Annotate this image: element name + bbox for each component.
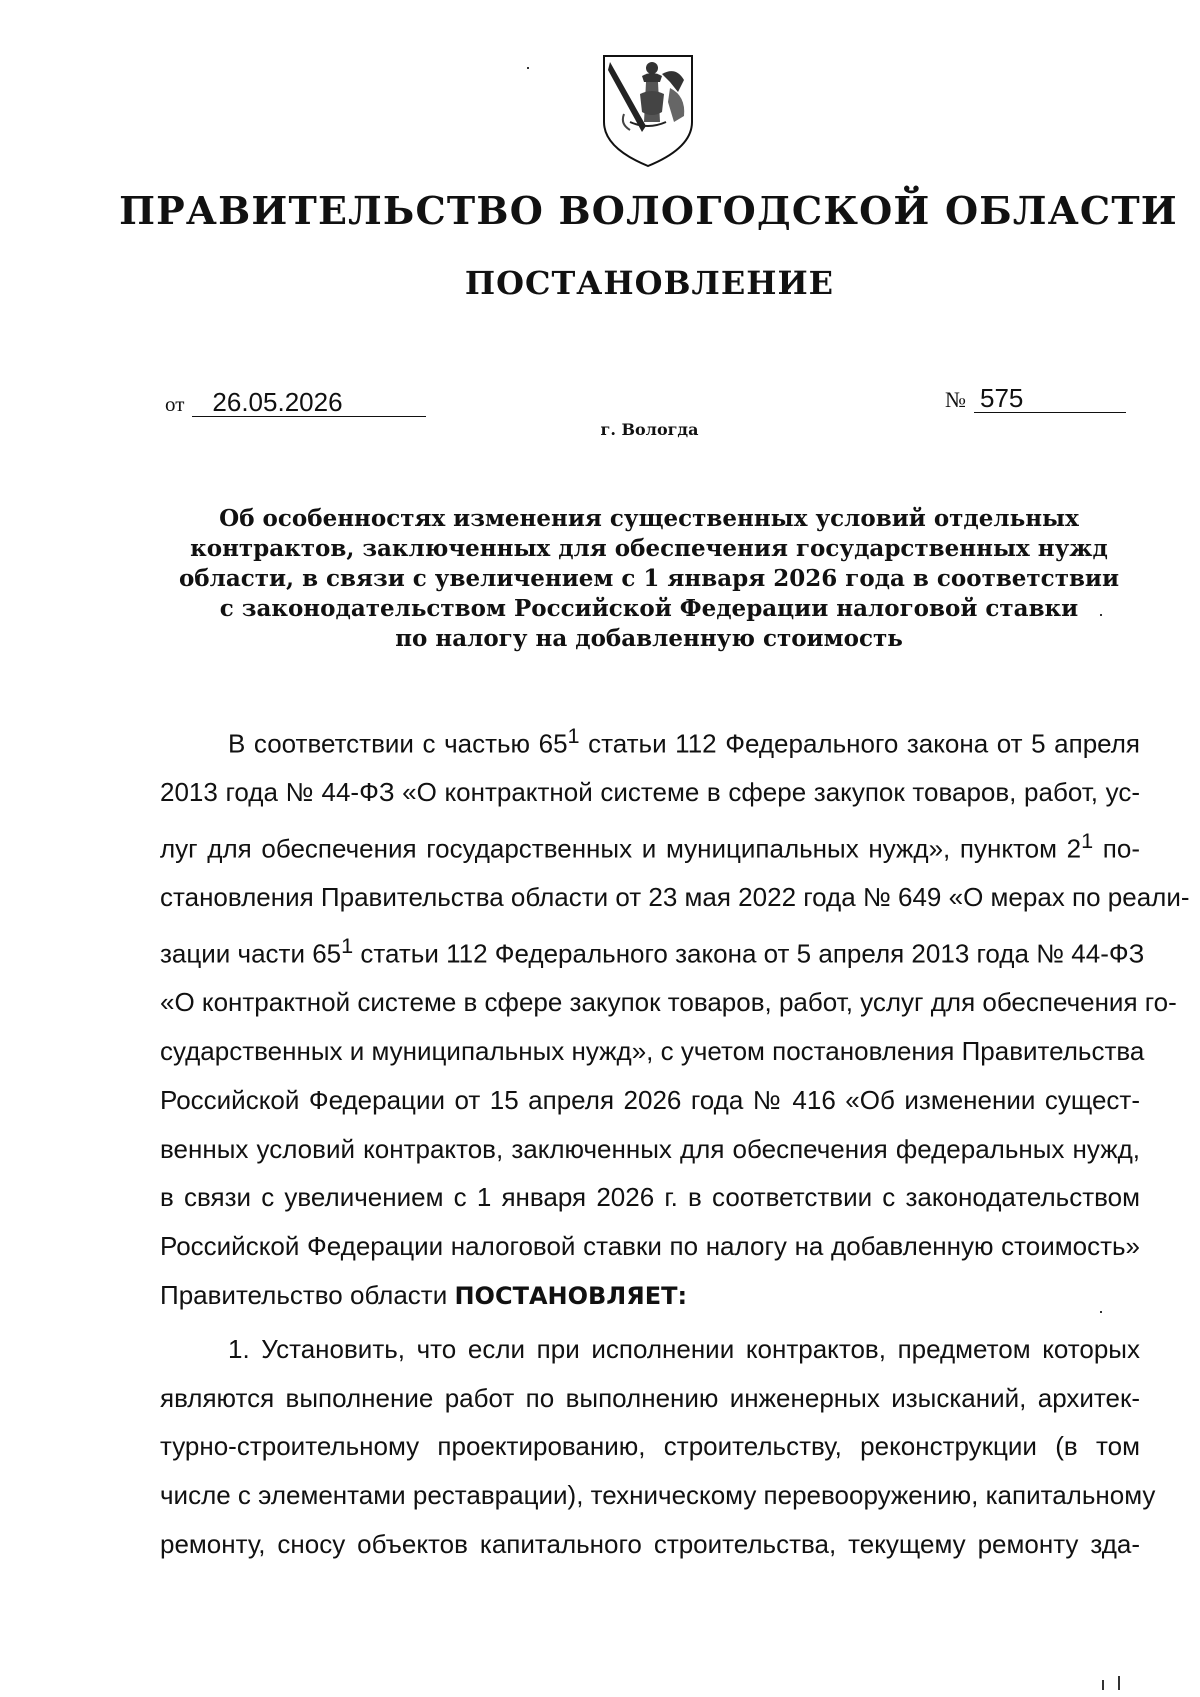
- subject-line: с законодательством Российской Федерации налоговой ставки: [219, 595, 1079, 622]
- subject-line: контрактов, заключенных для обеспечения государственных нужд: [190, 535, 1108, 562]
- preamble-line: Российской Федерации от 15 апреля 2026 года № 416 «Об изменении сущест-: [160, 1084, 1140, 1115]
- scan-speck: [527, 67, 529, 69]
- number-label: №: [945, 387, 966, 412]
- preamble-line: в связи с увеличением с 1 января 2026 г. в соответствии с законодательством: [160, 1182, 1140, 1213]
- subject-line: по налогу на добавленную стоимость: [395, 625, 903, 652]
- date-value: 26.05.2026: [192, 388, 426, 417]
- preamble-line: Российской Федерации налоговой ставки по налогу на добавленную стоимость»: [160, 1231, 1140, 1261]
- document-date: [165, 388, 426, 418]
- number-value: 575: [974, 384, 1126, 413]
- document-subject: [160, 504, 1138, 654]
- preamble-line: сударственных и муниципальных нужд», с учетом постановления Правительства: [160, 1036, 1145, 1067]
- superscript: 1: [567, 723, 580, 748]
- preamble-line: зации части $65^1$ статьи 112 Федерального закона от 5 апреля 2013 года № 44-ФЗ: [160, 933, 1145, 969]
- preamble-paragraph: [160, 712, 1190, 1320]
- preamble-line: становления Правительства области от 23 мая 2022 года № 649 «О мерах по реали-: [160, 882, 1190, 913]
- preamble-line: венных условий контрактов, заключенных для обеспечения федеральных нужд,: [160, 1133, 1140, 1164]
- coat-of-arms-emblem: [600, 52, 696, 168]
- scan-speck: [1102, 1680, 1104, 1690]
- preamble-line: луг для обеспечения государственных и муниципальных нужд», пунктом $2^1$ по-: [160, 828, 1140, 864]
- document-city: г. Вологда: [600, 420, 699, 439]
- item-line: турно-строительному проектированию, строительству, реконструкции (в том: [160, 1431, 1140, 1462]
- scan-speck: [1100, 1311, 1102, 1313]
- scan-speck: [1118, 1676, 1120, 1690]
- preamble-line: В соответствии с частью $65^1$ статьи 112 Федерального закона от 5 апреля: [228, 723, 1140, 759]
- item-1-paragraph: [160, 1325, 1156, 1569]
- superscript: 1: [1081, 828, 1094, 854]
- item-line: являются выполнение работ по выполнению инженерных изысканий, архитек-: [160, 1382, 1140, 1413]
- item-line: ремонту, сносу объектов капитального строительства, текущему ремонту зда-: [160, 1528, 1140, 1559]
- item-line: числе с элементами реставрации), техническому перевооружению, капитальному: [160, 1480, 1156, 1511]
- document-type-title: ПОСТАНОВЛЕНИЕ: [464, 264, 835, 302]
- decree-keyword: ПОСТАНОВЛЯЕТ:: [454, 1281, 688, 1310]
- item-line: 1. Установить, что если при исполнении контрактов, предметом которых: [228, 1334, 1140, 1364]
- superscript: 1: [341, 933, 354, 959]
- subject-line: области, в связи с увеличением с 1 января 2026 года в соответствии: [178, 565, 1120, 592]
- date-label: от: [165, 392, 185, 416]
- government-title: ПРАВИТЕЛЬСТВО ВОЛОГОДСКОЙ ОБЛАСТИ: [119, 188, 1178, 233]
- preamble-line: «О контрактной системе в сфере закупок товаров, работ, услуг для обеспечения го-: [160, 987, 1177, 1018]
- document-number: [945, 384, 1126, 414]
- preamble-line: Правительство области ПОСТАНОВЛЯЕТ:: [160, 1279, 688, 1310]
- preamble-line: 2013 года № 44-ФЗ «О контрактной системе в сфере закупок товаров, работ, ус-: [160, 777, 1140, 808]
- scan-speck: [1100, 614, 1102, 616]
- subject-line: Об особенностях изменения существенных условий отдельных: [219, 505, 1079, 532]
